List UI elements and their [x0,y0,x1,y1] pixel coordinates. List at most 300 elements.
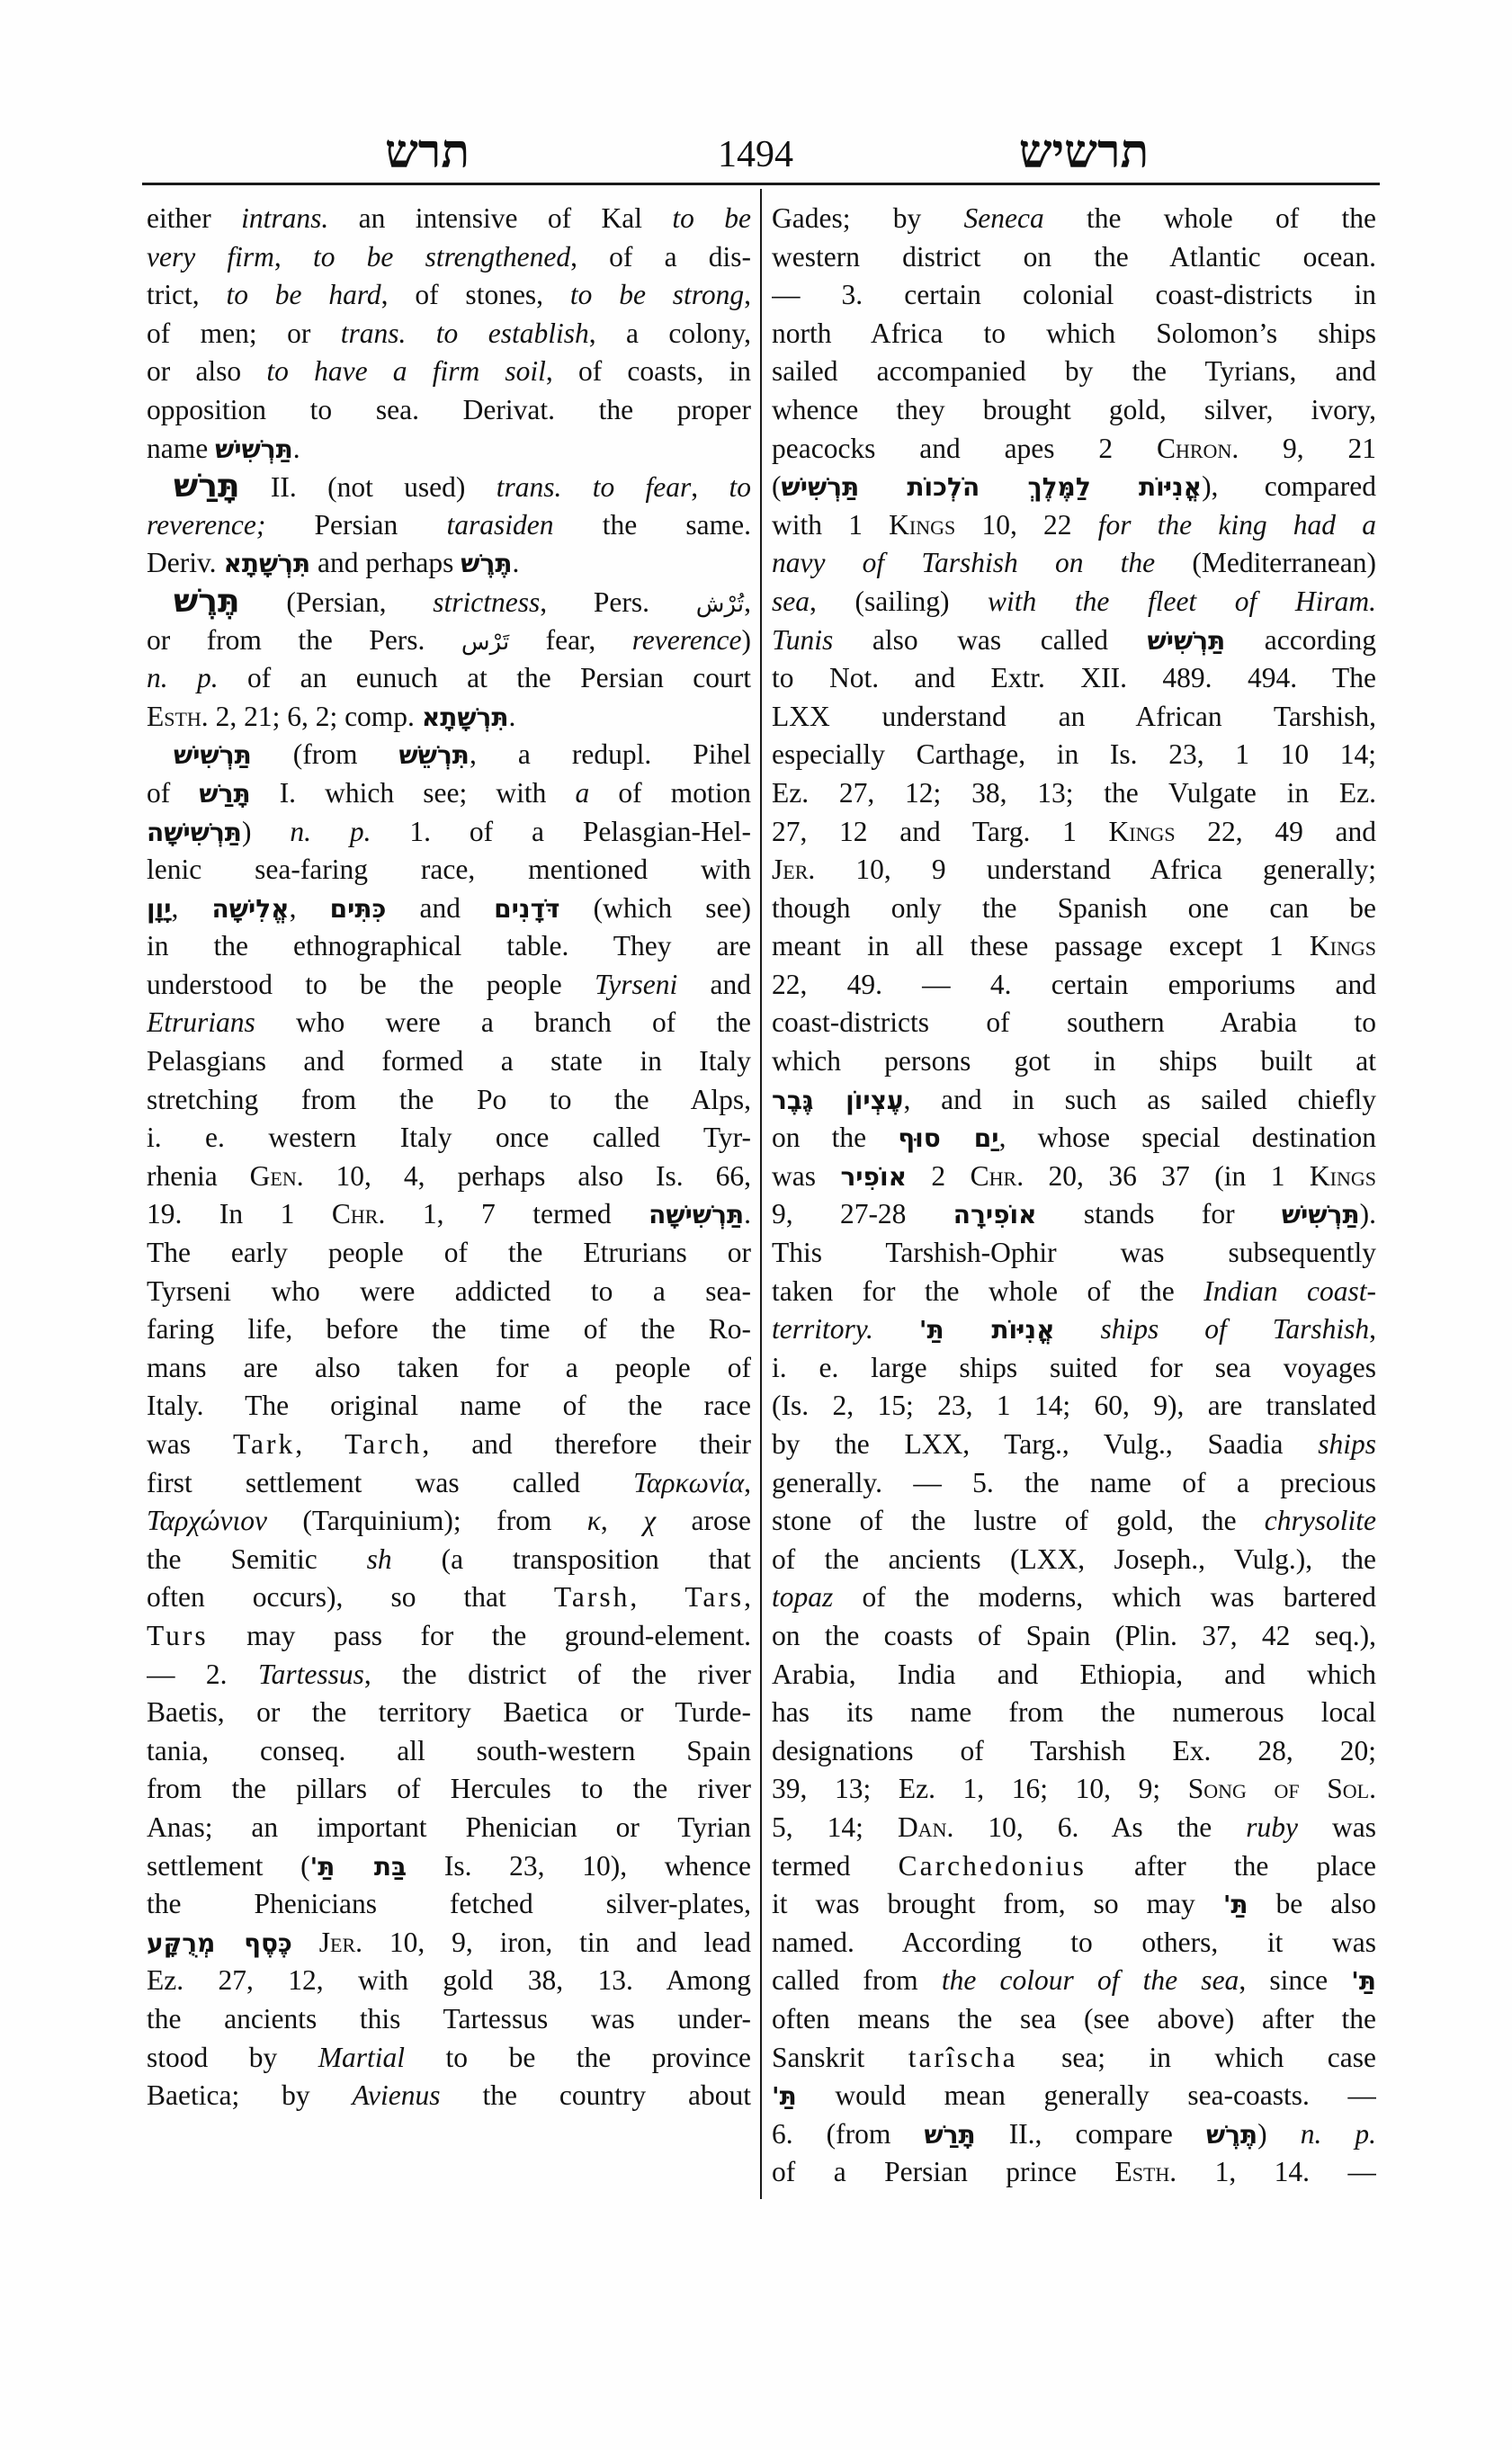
text-run: generally. — 5. the name of a precious [772,1466,1376,1498]
text-line [772,1770,1376,1809]
text-run: on the coasts of Spain (Plin. 37, 42 seq.), [772,1619,1376,1651]
text-line [772,851,1376,890]
text-run: or also [147,355,267,388]
text-line [147,353,751,391]
page-number: 1494 [718,134,793,175]
column-divider [760,189,762,2199]
text-run: i. e. western Italy once called Tyr- [147,1122,751,1154]
small-caps-reference: Esth. [1114,2156,1177,2188]
text-run: especially Carthage, in Is. 23, 1 10 14; [772,738,1376,771]
small-caps-reference: Chr. [331,1198,386,1230]
text-run: II., compare [975,2117,1206,2150]
italic-run: the colour of the sea [941,1964,1239,1997]
text-line [147,1158,751,1196]
text-line [772,583,1376,621]
text-run: tania, conseq. all south-western Spain [147,1734,751,1766]
text-run: ) [1257,2117,1301,2150]
small-caps-reference: Chron. [1156,432,1239,464]
text-run: (Is. 2, 15; 23, 1 14; 60, 9), are translated [772,1390,1376,1422]
text-line [147,890,751,928]
greek-term: κ [586,1505,601,1537]
text-run: This Tarshish-Ophir was subsequently [772,1237,1376,1269]
hebrew-term: תָּרַשׁ [199,778,251,809]
right-column [772,200,1376,2192]
text-line [147,698,751,737]
text-line [772,200,1376,238]
spaced-term: Tarsh [553,1581,631,1614]
text-run: sea; in which case [1017,2041,1376,2073]
left-running-head: תרש [384,127,470,178]
italic-run: trans. to establish [340,317,589,349]
spaced-term: Carchedonius [898,1849,1087,1882]
text-run: stands for [1036,1198,1282,1230]
text-line [772,1158,1376,1196]
text-run: on the [772,1122,899,1154]
text-run: Baetis, or the territory Baetica or Turde- [147,1696,751,1729]
text-line [772,621,1376,660]
text-run: to Not. and Extr. XII. 489. 494. The [772,662,1376,694]
text-line [772,353,1376,391]
text-line [147,1310,751,1349]
hebrew-term: תַּ' [772,2081,797,2112]
text-line [772,1502,1376,1541]
text-run [873,1313,919,1345]
text-line [772,1541,1376,1579]
text-run: with 1 [772,508,890,541]
text-line [772,1234,1376,1273]
text-line [772,1962,1376,2000]
text-run: 22, 49 and [1175,815,1376,847]
small-caps-reference: Jer. [318,1926,363,1958]
text-run: of the moderns, which was bartered [833,1581,1376,1614]
text-line [772,391,1376,430]
text-run: after the place [1086,1849,1376,1882]
text-run: from the pillars of Hercules to the river [147,1773,751,1805]
text-line [147,1081,751,1120]
text-run: an intensive of Kal [328,202,673,234]
text-line [147,2077,751,2115]
text-line [147,1656,751,1694]
text-run: . [512,547,520,579]
text-run: , [691,471,729,504]
text-run: rhenia [147,1159,250,1192]
text-run: , of a dis- [570,240,751,273]
text-line [147,966,751,1005]
text-line [147,1273,751,1311]
text-run: The early people of the Etrurians or [147,1237,751,1269]
text-run: stretching from the Po to the Alps, [147,1083,751,1115]
small-caps-reference: Dan. [897,1811,954,1843]
italic-run: with the fleet of Hiram. [988,585,1376,617]
text-run: 39, 13; Ez. 1, 16; 10, 9; [772,1773,1188,1805]
italic-run: intrans. [241,202,329,234]
text-run: . [292,432,300,464]
text-run: who were a branch of the [255,1006,751,1039]
hebrew-term: אֱלִישָׁה [211,893,290,924]
text-run: Sanskrit [772,2041,908,2073]
text-line [147,1809,751,1847]
text-run: 5, 14; [772,1811,898,1843]
text-run: 1. of a Pelasgian-Hel- [371,815,751,847]
italic-run: n. p. [1300,2117,1376,2150]
text-run: II. (not used) [239,471,497,504]
text-run: , since [1239,1964,1352,1997]
text-run: the country about [440,2079,751,2112]
italic-run: topaz [772,1581,834,1614]
hebrew-term: כֶּסֶף מְרֻקָּע [147,1927,292,1958]
text-line [772,1387,1376,1426]
text-run: , [1369,1313,1376,1346]
text-run: it was brought from, so may [772,1888,1223,1920]
text-run: was [147,1428,233,1460]
italic-run: Indian coast- [1203,1274,1376,1307]
italic-run: chrysolite [1264,1505,1376,1537]
text-run: first settlement was called [147,1466,634,1498]
text-run: would mean generally sea-coasts. — [796,2079,1376,2112]
text-run: Ez. 27, 12; 38, 13; the Vulgate in Ez. [772,776,1376,809]
spaced-term: Tark [232,1428,296,1460]
text-run: , the district of the river [363,1658,751,1690]
text-run: arose [656,1505,751,1537]
hebrew-term: תַּרְשִׁישׁ [174,740,252,771]
text-line [772,276,1376,315]
text-run: settlement ( [147,1849,310,1882]
text-run: 9, 21 [1239,432,1376,464]
text-run: (Tarquinium); from [266,1505,587,1537]
right-running-head: תרשיש [1018,127,1150,178]
text-run: Is. 23, 10), whence [407,1849,751,1882]
text-line [147,1195,751,1234]
text-line [772,774,1376,813]
hebrew-term: אֳנִיּוֹת תַּ' [918,1315,1055,1346]
text-line [147,1847,751,1886]
hebrew-term: תִּרְשֵׁשׁ [398,740,470,771]
italic-run: n. p. [290,815,371,847]
header-rule [142,183,1380,185]
text-line [772,430,1376,469]
text-run: 2 [906,1159,971,1192]
text-line [772,2115,1376,2154]
text-run: of a Persian prince [772,2156,1115,2188]
text-run: western district on the Atlantic ocean. [772,240,1376,273]
italic-run: to be [672,202,751,234]
text-run: called from [772,1964,942,1997]
text-run: and [386,891,495,924]
text-run: whence they brought gold, silver, ivory, [772,393,1376,425]
hebrew-term: תִּרְשָׁתָא [223,549,311,579]
text-run: or from the Pers. [147,623,461,656]
italic-run: to be strong [569,279,745,311]
text-run: may pass for the ground-element. [208,1619,751,1651]
text-run: 19. In 1 [147,1198,332,1230]
text-line [772,2000,1376,2039]
text-run: the Semitic [147,1542,367,1575]
text-line [772,1310,1376,1349]
text-run: sailed accompanied by the Tyrians, and [772,355,1376,388]
hebrew-headword: תֶּרֶשׁ [174,582,240,620]
hebrew-term: תַּרְשִׁישׁ [1147,625,1226,656]
text-line [147,544,751,583]
text-line [147,506,751,545]
text-line [772,813,1376,852]
text-run: , and therefore their [422,1428,751,1460]
text-run: faring life, before the time of the Ro- [147,1313,751,1346]
text-run: understood to be the people [147,968,595,1000]
text-line [147,1962,751,2000]
text-line [772,1273,1376,1311]
text-line [147,1502,751,1541]
text-run: 9, 27-28 [772,1198,953,1230]
text-run: ) [741,623,751,656]
text-run: Ez. 27, 12, with gold 38, 13. Among [147,1964,751,1997]
text-line [772,2153,1376,2192]
small-caps-reference: Song of Sol. [1187,1773,1376,1805]
text-run: the ancients this Tartessus was under- [147,2002,751,2034]
text-run: by the LXX, Targ., Vulg., Saadia [772,1428,1319,1460]
spaced-term: tarîscha [908,2041,1018,2073]
text-line [772,1617,1376,1656]
text-run: stone of the lustre of gold, the [772,1505,1265,1537]
text-run: trict, [147,279,227,311]
text-run: often occurs), so that [147,1581,554,1614]
text-run: (from [251,738,399,771]
italic-run: trans. to fear [496,471,692,504]
text-line [147,1541,751,1579]
text-line [147,1234,751,1273]
text-run: the same. [553,508,751,541]
italic-run: to be hard [226,279,381,311]
text-line [772,966,1376,1005]
text-line [772,1081,1376,1120]
text-run: stood by [147,2041,318,2073]
text-line [772,1656,1376,1694]
italic-run: Seneca [963,202,1044,234]
text-run: LXX understand an African Tarshish, [772,700,1376,732]
text-run: termed [772,1849,899,1882]
text-run: of motion [589,776,751,809]
text-line [772,2039,1376,2078]
text-line [147,2000,751,2039]
text-line [147,1464,751,1503]
text-run: Deriv. [147,547,224,579]
hebrew-term: דֹּדָנִים [494,893,560,924]
italic-run: Etrurians [147,1006,255,1039]
text-run: , whose special destination [998,1122,1376,1154]
text-run: , [171,891,212,924]
hebrew-term: יָוָן [147,893,172,924]
text-line [772,1578,1376,1617]
hebrew-term: יַם סוּף [898,1123,999,1154]
text-run: 10, 9 understand Africa generally; [815,854,1376,886]
small-caps-reference: Kings [1309,930,1376,962]
text-line [147,1694,751,1732]
text-run: I. which see; with [250,776,576,809]
text-run: also was called [833,623,1148,656]
text-line [772,1732,1376,1771]
italic-run: ships of Tarshish [1100,1313,1370,1346]
text-run: — 3. certain colonial coast-districts in [772,279,1376,311]
text-line [147,1119,751,1158]
text-line [772,468,1376,506]
text-line [147,583,751,621]
text-run: , (sailing) [810,585,989,617]
text-line [772,1464,1376,1503]
italic-run: very firm [147,240,274,273]
small-caps-reference: Kings [1309,1159,1376,1192]
italic-run: sh [366,1542,392,1575]
text-run: , Pers. [540,586,696,618]
text-line [147,1426,751,1464]
hebrew-term: תַּרְשִׁישָׁה [649,1200,745,1230]
text-run: . [508,700,516,732]
text-line [147,736,751,774]
italic-run: Martial [318,2041,406,2073]
italic-run: ships [1318,1428,1376,1460]
text-run: 27, 12 and Targ. 1 [772,815,1109,847]
text-run: i. e. large ships suited for sea voyages [772,1351,1376,1383]
text-line [772,238,1376,277]
text-line [772,506,1376,545]
text-run: and [677,968,751,1000]
text-run: peacocks and apes 2 [772,432,1157,464]
text-run: opposition to sea. Derivat. the proper [147,393,751,425]
text-run: , [744,279,751,311]
text-run: of the ancients (LXX, Joseph., Vulg.), the [772,1542,1376,1575]
text-line [147,1924,751,1963]
text-run: 22, 49. — 4. certain emporiums and [772,968,1376,1000]
text-run: lenic sea-faring race, mentioned with [147,854,751,886]
arabic-term: تَرْس [461,628,510,656]
hebrew-term: תַּ' [1222,1890,1248,1920]
text-run: to be the province [405,2041,751,2073]
hebrew-term: כִּתִּים [329,893,387,924]
text-run: 1, 14. — [1176,2156,1376,2188]
small-caps-reference: Gen. [249,1159,304,1192]
italic-run: Tunis [772,623,834,656]
italic-run: a [575,776,590,809]
text-run: fear, [509,623,632,656]
hebrew-term: תִּרְשָׁתָא [421,702,509,732]
text-run: name [147,432,216,464]
text-run: , a colony, [588,317,751,349]
text-run: was [1297,1811,1376,1843]
italic-run: strictness [433,586,541,618]
hebrew-term: תֶּרֶשׁ [1205,2119,1258,2150]
text-run: was [772,1159,841,1192]
text-run: 20, 36 37 (in 1 [1024,1159,1310,1192]
italic-run: territory. [772,1313,873,1346]
text-run [1054,1313,1100,1345]
text-run: taken for the whole of the [772,1274,1204,1307]
italic-run: Avienus [352,2079,441,2112]
text-line [147,276,751,315]
text-line [772,1694,1376,1732]
hebrew-term: אֳנִיּוֹת לַמֶּלֶךְ הֹלְכוֹת תַּרְשִׁישׁ [781,472,1203,503]
text-run: , a redupl. Pihel [469,738,751,771]
text-line [772,659,1376,698]
text-run: either [147,202,242,234]
text-line [772,1119,1376,1158]
arabic-term: تُرْش [695,590,745,618]
text-run: 1, 7 termed [385,1198,649,1230]
text-run: the whole of the [1043,202,1376,234]
greek-term: Ταρκωνία [633,1466,745,1498]
greek-term: Ταρχώνιον [147,1505,267,1537]
text-line [772,1885,1376,1924]
text-run: meant in all these passage except 1 [772,930,1310,962]
text-run: Baetica; by [147,2079,353,2112]
text-run [292,1927,319,1958]
text-run: named. According to others, it was [772,1926,1376,1958]
text-line [772,1042,1376,1081]
italic-run: reverence [631,623,742,656]
text-line [147,1770,751,1809]
text-run: be also [1248,1888,1376,1920]
text-run: Tyrseni who were addicted to a sea- [147,1274,751,1307]
hebrew-term: בַּת תַּ' [309,1851,407,1882]
text-line [772,927,1376,966]
text-run: , of coasts, in [545,355,751,388]
text-line [147,1885,751,1924]
italic-run: tarasiden [446,508,554,541]
text-line [147,1617,751,1656]
text-run: has its name from the numerous local [772,1696,1376,1729]
text-run: ), compared [1202,470,1376,503]
text-run: in the ethnographical table. They are [147,930,751,962]
text-line [147,200,751,238]
text-line [147,813,751,852]
text-run: 10, 6. As the [953,1811,1247,1843]
text-run: of [147,776,200,809]
text-line [147,927,751,966]
italic-run: navy of Tarshish on the [772,547,1156,579]
italic-run: sea [772,585,810,617]
text-run: which persons got in ships built at [772,1045,1376,1077]
text-line [772,1847,1376,1886]
text-run: Arabia, India and Ethiopia, and which [772,1658,1376,1690]
text-run: of an eunuch at the Persian court [218,662,751,694]
text-line [772,1195,1376,1234]
text-line [147,1732,751,1771]
text-run: though only the Spanish one can be [772,891,1376,924]
spaced-term: Tarch [344,1428,423,1460]
text-run: ) [241,815,291,847]
text-line [147,774,751,813]
text-line [772,736,1376,774]
left-column [147,200,751,2115]
text-run: ). [1359,1198,1376,1230]
hebrew-term: תַּרְשִׁישָׁה [147,817,242,847]
text-run: Anas; an important Phenician or Tyrian [147,1811,751,1843]
hebrew-term: תָּרַשׁ [924,2119,976,2150]
text-line [772,315,1376,353]
text-run: , [744,1466,751,1498]
text-run: (which see) [559,891,751,924]
text-run: Italy. The original name of the race [147,1390,751,1422]
text-run: , [630,1581,685,1614]
text-run: (Mediterranean) [1155,547,1376,579]
text-line [147,851,751,890]
small-caps-reference: Jer. [772,854,816,886]
text-run: , of stones, [380,279,570,311]
text-line [147,2039,751,2078]
text-run: of men; or [147,317,341,349]
text-line [147,1004,751,1042]
hebrew-term: תַּ' [1351,1966,1376,1997]
text-run: (Persian, [239,586,434,618]
text-run: 10, 9, iron, tin and lead [362,1926,751,1958]
text-run: 6. (from [772,2117,925,2150]
